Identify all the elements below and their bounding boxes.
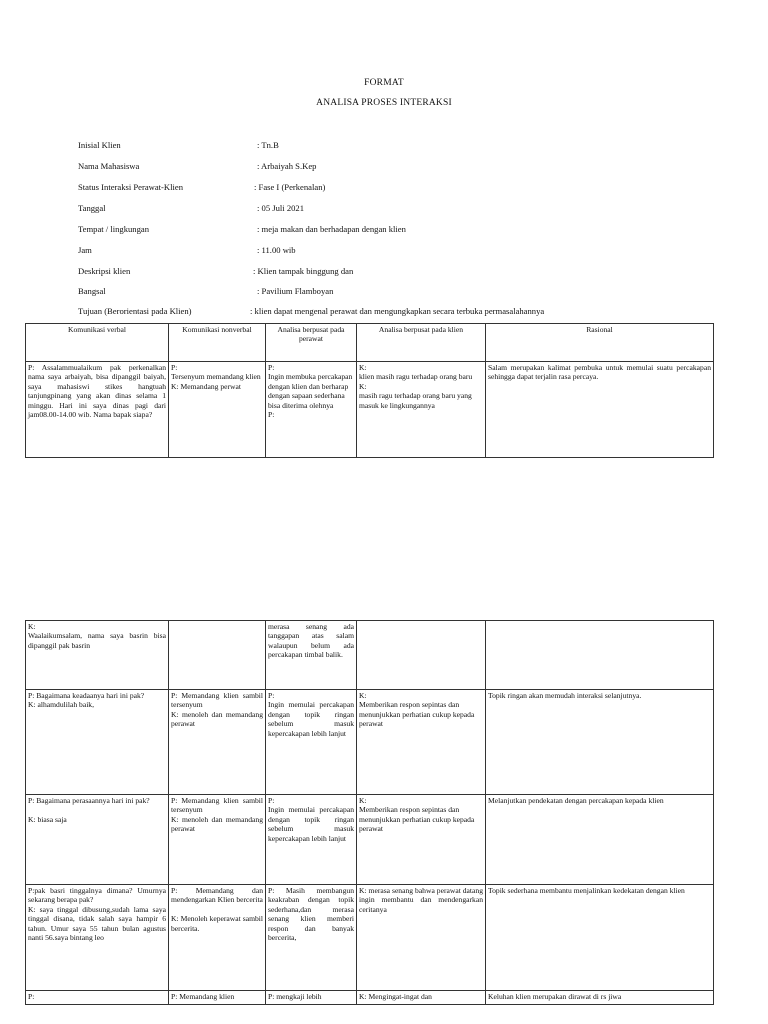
- cell-nonverbal: P: Memandang klien sambil tersenyum K: menoleh dan memandang perawat: [171, 796, 263, 834]
- cell-nonverbal: P: Memandang dan mendengarkan Klien bercerita K: Menoleh keperawat sambil bercerita.: [171, 886, 263, 933]
- cell-klien: K: klien masih ragu terhadap orang baru K: masih ragu terhadap orang baru yang masuk ke lingkungannya: [359, 363, 473, 410]
- cell-perawat: P: Masih membangun keakraban dengan topik sederhana,dan merasa senang klien memberi respon dan banyak bercerita,: [268, 886, 354, 943]
- cell-perawat: P: Ingin memulai percakapan dengan topik ringan sebelum masuk kepercakapan lebih lanjut: [268, 796, 354, 843]
- header-verbal: Komunikasi verbal: [26, 324, 169, 362]
- table-row: [26, 621, 714, 690]
- cell-perawat: P: Ingin memulai percakapan dengan topik ringan sebelum masuk kepercakapan lebih lanjut: [268, 691, 354, 738]
- cell-rasional: Keluhan klien merupakan dirawat di rs jiwa: [488, 992, 622, 1001]
- cell-rasional: Topik ringan akan memudah interaksi selanjutnya.: [488, 691, 642, 700]
- cell-rasional: Melanjutkan pendekatan dengan percakapan kepada klien: [488, 796, 664, 805]
- cell-verbal: P: Assalammualaikum pak perkenalkan nama saya arbaiyah, bisa dipanggil baiyah, saya mahasiswi stikes hangtuah tanjungpinang yang akan dinas selama 1 minggu. Hari ini saya dinas pagi dari jam08.00-14.00 wib. Nama bapak siapa?: [28, 363, 166, 420]
- cell-perawat: P: mengkaji lebih: [268, 992, 322, 1001]
- header-rasional: Rasional: [486, 324, 714, 362]
- cell-rasional: Topik sederhana membantu menjalinkan kedekatan dengan klien: [488, 886, 685, 895]
- cell-klien: K: Memberikan respon sepintas dan menunjukkan perhatian cukup kepada perawat: [359, 796, 475, 834]
- cell-nonverbal: P: Tersenyum memandang klien K: Memandang perwat: [171, 363, 261, 391]
- cell-rasional: Salam merupakan kalimat pembuka untuk memulai suatu percakapan sehingga dapat terjalin rasa percaya.: [488, 363, 711, 382]
- cell-klien: K: Memberikan respon sepintas dan menunjukkan perhatian cukup kepada perawat: [359, 691, 475, 729]
- cell-verbal: P: Bagaimana keadaanya hari ini pak? K: alhamdulilah baik,: [28, 691, 145, 710]
- cell-nonverbal: P: Memandang klien: [171, 992, 235, 1001]
- table-row: [26, 795, 714, 885]
- interaction-table-page2: [25, 620, 714, 1005]
- table-row: [26, 690, 714, 795]
- table-row: [26, 991, 714, 1005]
- cell-verbal: P:: [28, 992, 35, 1001]
- header-perawat: Analisa berpusat pada perawat: [266, 324, 357, 362]
- cell-verbal: P:pak basri tinggalnya dimana? Umurnya sekarang berapa pak? K: saya tinggal dibusung,sudah lama saya tinggal disana, tidak salah saya hampir 6 tahun. Umur saya 55 tahun bulan agustus nanti 56.saya bintang leo: [28, 886, 166, 943]
- table-row: [26, 362, 714, 458]
- form-title: FORMAT: [364, 78, 404, 88]
- table-header: [26, 324, 714, 362]
- table-row: [26, 885, 714, 991]
- cell-nonverbal: P: Memandang klien sambil tersenyum K: menoleh dan memandang perawat: [171, 691, 263, 729]
- header-nonverbal: Komunikasi nonverbal: [169, 324, 266, 362]
- cell-klien: K: merasa senang bahwa perawat datang ingin membantu dan mendengarkan ceritanya: [359, 886, 483, 914]
- header-klien: Analisa berpusat pada klien: [357, 324, 486, 362]
- cell-verbal: K: Waalaikumsalam, nama saya basrin bisa dipanggil pak basrin: [28, 622, 166, 650]
- cell-verbal: P: Bagaimana perasaannya hari ini pak? K: biasa saja: [28, 796, 150, 824]
- cell-perawat: merasa senang ada tanggapan atas salam walaupun belum ada percakapan timbal balik.: [268, 622, 354, 660]
- cell-klien: K: Mengingat-ingat dan: [359, 992, 432, 1001]
- form-subtitle: ANALISA PROSES INTERAKSI: [316, 98, 452, 108]
- cell-perawat: P: Ingin membuka percakapan dengan klien dan berharap dengan sapaan sederhana bisa diterima olehnya P:: [268, 363, 353, 420]
- interaction-table-page1: [25, 323, 714, 458]
